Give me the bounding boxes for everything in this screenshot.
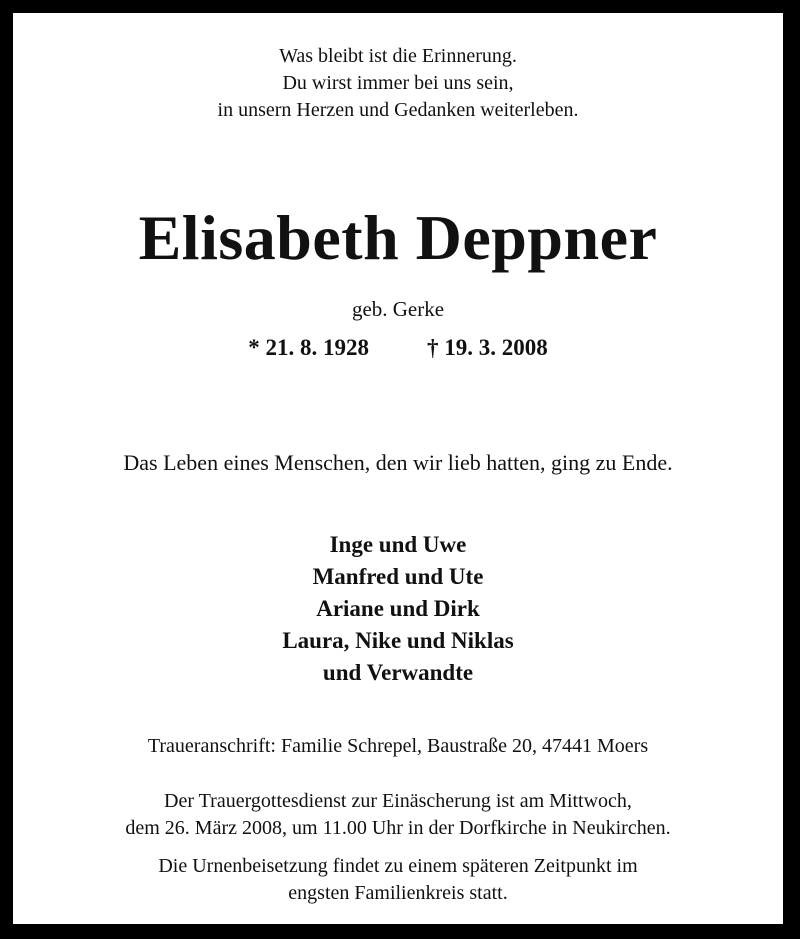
statement: Das Leben eines Menschen, den wir lieb hatten, ging zu Ende. [123,450,673,475]
mourning-address: Traueranschrift: Familie Schrepel, Baustraße 20, 47441 Moers [147,735,649,757]
death-date: † 19. 3. 2008 [427,335,548,360]
family-member: Inge und Uwe [329,532,467,557]
deceased-name: Elisabeth Deppner [138,202,658,273]
family-member: Ariane und Dirk [316,596,480,621]
service-line: Der Trauergottesdienst zur Einäscherung ist am Mittwoch, [164,790,632,812]
verse-line: in unsern Herzen und Gedanken weiterleben. [217,99,579,121]
burial-line: engsten Familienkreis statt. [288,882,508,904]
verse-line: Was bleibt ist die Erinnerung. [279,45,517,67]
burial-line: Die Urnenbeisetzung findet zu einem späteren Zeitpunkt im [158,855,638,877]
family-member: Laura, Nike und Niklas [282,628,514,653]
maiden-name: geb. Gerke [351,297,445,321]
obituary-card [13,13,783,924]
family-member: und Verwandte [322,660,474,685]
verse-line: Du wirst immer bei uns sein, [282,72,514,94]
service-line: dem 26. März 2008, um 11.00 Uhr in der Dorfkirche in Neukirchen. [125,817,671,839]
life-dates [13,335,783,361]
birth-date: * 21. 8. 1928 [248,335,369,360]
family-member: Manfred und Ute [312,564,484,589]
